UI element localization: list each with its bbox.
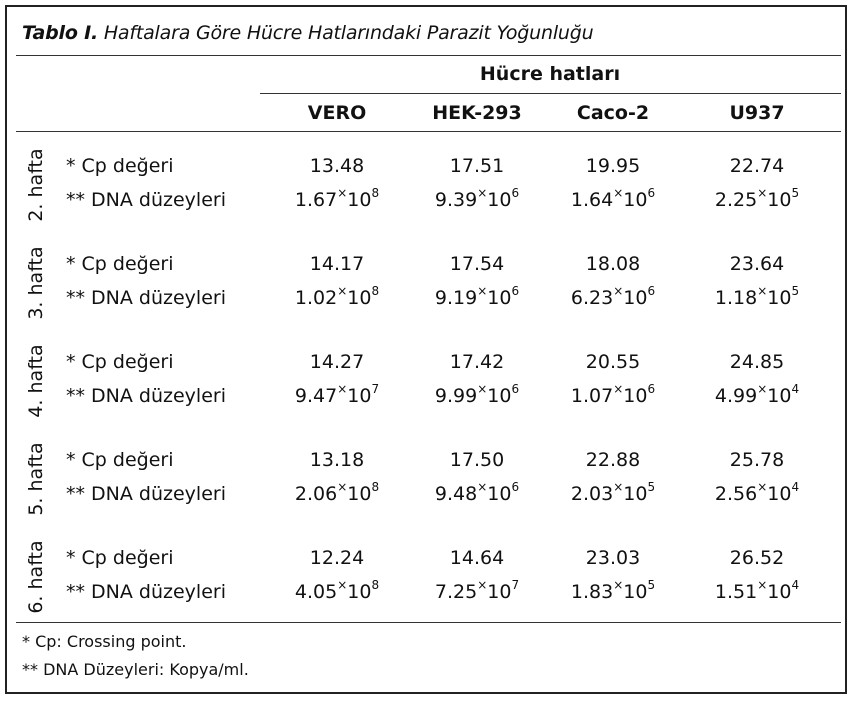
group-header: Hücre hatları xyxy=(479,63,621,85)
dna-mantissa: 7.25 xyxy=(434,581,478,603)
dna-base: 10 xyxy=(623,189,648,211)
dna-mantissa: 6.23 xyxy=(570,287,614,309)
dna-exponent: 8 xyxy=(371,284,380,298)
cp-value-cell: 20.55 xyxy=(585,351,641,373)
dna-exponent: 6 xyxy=(511,480,520,494)
week-label: 6. hafta xyxy=(25,540,47,614)
cp-value-cell: 25.78 xyxy=(729,449,785,471)
column-header-u937: U937 xyxy=(729,102,785,124)
dna-times-sign: × xyxy=(757,284,768,298)
dna-mantissa: 2.25 xyxy=(714,189,758,211)
dna-base: 10 xyxy=(623,385,648,407)
cp-value-cell: 23.03 xyxy=(585,547,641,569)
dna-mantissa: 1.18 xyxy=(714,287,758,309)
row-label-cp: * Cp değeri xyxy=(66,253,174,275)
cp-value-cell: 14.17 xyxy=(309,253,365,275)
caption-number: Tablo I. xyxy=(22,22,98,44)
row-label-dna: ** DNA düzeyleri xyxy=(66,483,226,505)
dna-value-cell xyxy=(692,382,822,407)
dna-base: 10 xyxy=(347,189,372,211)
dna-times-sign: × xyxy=(757,480,768,494)
row-label-dna: ** DNA düzeyleri xyxy=(66,385,226,407)
dna-times-sign: × xyxy=(477,578,488,592)
dna-times-sign: × xyxy=(757,578,768,592)
dna-base: 10 xyxy=(347,483,372,505)
dna-times-sign: × xyxy=(477,186,488,200)
dna-mantissa: 9.47 xyxy=(294,385,338,407)
dna-value-cell xyxy=(692,578,822,603)
row-label-dna: ** DNA düzeyleri xyxy=(66,287,226,309)
dna-base: 10 xyxy=(487,581,512,603)
dna-times-sign: × xyxy=(757,382,768,396)
dna-base: 10 xyxy=(767,483,792,505)
week-label: 4. hafta xyxy=(25,344,47,418)
dna-base: 10 xyxy=(623,581,648,603)
rule-group xyxy=(260,93,841,94)
dna-base: 10 xyxy=(767,581,792,603)
dna-times-sign: × xyxy=(613,382,624,396)
dna-times-sign: × xyxy=(613,284,624,298)
cp-value-cell: 17.42 xyxy=(449,351,505,373)
dna-exponent: 4 xyxy=(791,578,800,592)
dna-base: 10 xyxy=(767,287,792,309)
dna-exponent: 5 xyxy=(791,284,800,298)
dna-base: 10 xyxy=(623,483,648,505)
table-caption xyxy=(22,22,593,44)
row-label-cp: * Cp değeri xyxy=(66,547,174,569)
week-label: 2. hafta xyxy=(25,148,47,222)
dna-exponent: 5 xyxy=(791,186,800,200)
dna-exponent: 5 xyxy=(647,578,656,592)
dna-mantissa: 9.99 xyxy=(434,385,478,407)
dna-times-sign: × xyxy=(337,186,348,200)
dna-times-sign: × xyxy=(613,578,624,592)
cp-value-cell: 17.50 xyxy=(449,449,505,471)
dna-mantissa: 2.06 xyxy=(294,483,338,505)
rule-header-bottom xyxy=(16,131,841,132)
row-label-dna: ** DNA düzeyleri xyxy=(66,189,226,211)
dna-exponent: 7 xyxy=(371,382,380,396)
dna-exponent: 4 xyxy=(791,382,800,396)
cp-value-cell: 14.27 xyxy=(309,351,365,373)
caption-title: Haftalara Göre Hücre Hatlarındaki Parazit Yoğunluğu xyxy=(103,22,594,44)
dna-base: 10 xyxy=(487,287,512,309)
dna-times-sign: × xyxy=(337,382,348,396)
dna-mantissa: 4.05 xyxy=(294,581,338,603)
dna-base: 10 xyxy=(347,581,372,603)
dna-value-cell xyxy=(412,186,542,211)
dna-value-cell xyxy=(412,578,542,603)
dna-base: 10 xyxy=(767,385,792,407)
dna-value-cell xyxy=(272,382,402,407)
dna-times-sign: × xyxy=(477,382,488,396)
cp-value-cell: 26.52 xyxy=(729,547,785,569)
dna-base: 10 xyxy=(487,483,512,505)
row-label-cp: * Cp değeri xyxy=(66,351,174,373)
dna-base: 10 xyxy=(623,287,648,309)
cp-value-cell: 17.54 xyxy=(449,253,505,275)
dna-exponent: 6 xyxy=(647,284,656,298)
cp-value-cell: 13.48 xyxy=(309,155,365,177)
dna-mantissa: 9.39 xyxy=(434,189,478,211)
dna-exponent: 7 xyxy=(511,578,520,592)
dna-mantissa: 1.64 xyxy=(570,189,614,211)
dna-mantissa: 1.02 xyxy=(294,287,338,309)
dna-times-sign: × xyxy=(477,480,488,494)
dna-exponent: 4 xyxy=(791,480,800,494)
dna-times-sign: × xyxy=(613,480,624,494)
week-label: 5. hafta xyxy=(25,442,47,516)
dna-base: 10 xyxy=(347,287,372,309)
dna-times-sign: × xyxy=(337,578,348,592)
cp-value-cell: 23.64 xyxy=(729,253,785,275)
dna-times-sign: × xyxy=(757,186,768,200)
dna-value-cell xyxy=(272,578,402,603)
footnote-dna: ** DNA Düzeyleri: Kopya/ml. xyxy=(22,660,249,679)
dna-exponent: 8 xyxy=(371,480,380,494)
dna-times-sign: × xyxy=(477,284,488,298)
dna-mantissa: 9.48 xyxy=(434,483,478,505)
rule-top xyxy=(16,55,841,56)
cp-value-cell: 17.51 xyxy=(449,155,505,177)
dna-value-cell xyxy=(548,382,678,407)
dna-times-sign: × xyxy=(337,480,348,494)
dna-mantissa: 2.03 xyxy=(570,483,614,505)
week-label: 3. hafta xyxy=(25,246,47,320)
cp-value-cell: 22.88 xyxy=(585,449,641,471)
rule-bottom xyxy=(16,622,841,623)
dna-value-cell xyxy=(272,284,402,309)
dna-base: 10 xyxy=(487,189,512,211)
dna-mantissa: 9.19 xyxy=(434,287,478,309)
cp-value-cell: 22.74 xyxy=(729,155,785,177)
cp-value-cell: 14.64 xyxy=(449,547,505,569)
row-label-dna: ** DNA düzeyleri xyxy=(66,581,226,603)
dna-exponent: 6 xyxy=(511,382,520,396)
dna-value-cell xyxy=(692,186,822,211)
dna-value-cell xyxy=(692,284,822,309)
dna-value-cell xyxy=(548,284,678,309)
dna-value-cell xyxy=(692,480,822,505)
dna-base: 10 xyxy=(347,385,372,407)
dna-exponent: 8 xyxy=(371,186,380,200)
dna-times-sign: × xyxy=(337,284,348,298)
dna-value-cell xyxy=(272,186,402,211)
dna-mantissa: 1.51 xyxy=(714,581,758,603)
row-label-cp: * Cp değeri xyxy=(66,449,174,471)
column-header-vero: VERO xyxy=(307,102,367,124)
dna-mantissa: 2.56 xyxy=(714,483,758,505)
cp-value-cell: 13.18 xyxy=(309,449,365,471)
cp-value-cell: 24.85 xyxy=(729,351,785,373)
dna-exponent: 5 xyxy=(647,480,656,494)
dna-base: 10 xyxy=(487,385,512,407)
cp-value-cell: 18.08 xyxy=(585,253,641,275)
dna-times-sign: × xyxy=(613,186,624,200)
dna-value-cell xyxy=(412,382,542,407)
dna-mantissa: 1.07 xyxy=(570,385,614,407)
dna-value-cell xyxy=(548,578,678,603)
dna-value-cell xyxy=(412,284,542,309)
dna-value-cell xyxy=(548,480,678,505)
dna-mantissa: 1.67 xyxy=(294,189,338,211)
dna-mantissa: 1.83 xyxy=(570,581,614,603)
dna-exponent: 6 xyxy=(511,284,520,298)
dna-value-cell xyxy=(412,480,542,505)
dna-value-cell xyxy=(272,480,402,505)
column-header-caco2: Caco-2 xyxy=(576,102,650,124)
dna-base: 10 xyxy=(767,189,792,211)
dna-exponent: 8 xyxy=(371,578,380,592)
row-label-cp: * Cp değeri xyxy=(66,155,174,177)
cp-value-cell: 19.95 xyxy=(585,155,641,177)
dna-exponent: 6 xyxy=(647,186,656,200)
column-header-hek293: HEK-293 xyxy=(432,102,522,124)
cp-value-cell: 12.24 xyxy=(309,547,365,569)
dna-mantissa: 4.99 xyxy=(714,385,758,407)
dna-exponent: 6 xyxy=(511,186,520,200)
footnote-cp: * Cp: Crossing point. xyxy=(22,632,187,651)
dna-value-cell xyxy=(548,186,678,211)
dna-exponent: 6 xyxy=(647,382,656,396)
